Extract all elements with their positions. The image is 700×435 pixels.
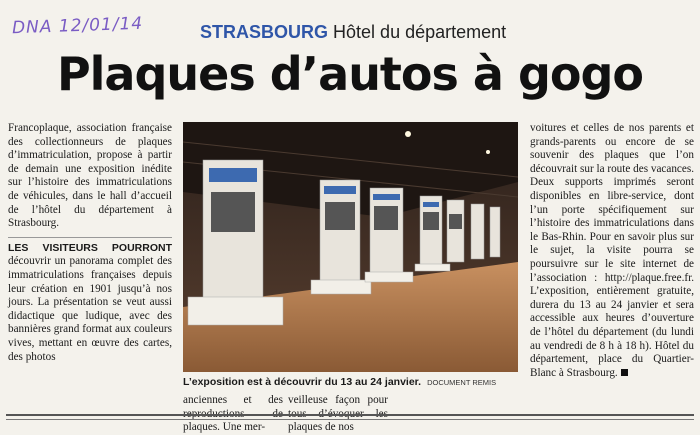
body-text-col1: découvrir un panorama complet des immatriculations françaises depuis leur création en 1901 jusqu’à nos jours. La présentation se veut aussi didactique que ludique, avec des bannières grand format aux couleurs vives, mettant en œuvre des cartes, des photos [8, 255, 172, 363]
column-left [8, 122, 172, 364]
end-of-article-mark [621, 369, 628, 376]
exhibition-photo-illustration [183, 122, 518, 372]
column-right [530, 122, 694, 380]
body-text-below-photo-1: anciennes et des reproductions de plaques. Une mer- [183, 394, 283, 434]
handwritten-date-note: DNA 12/01/14 [11, 13, 144, 39]
bottom-rule-thin [6, 419, 694, 420]
kicker-subtitle: Hôtel du département [333, 22, 507, 42]
paragraph-divider [8, 237, 172, 238]
exhibition-photo [183, 122, 518, 372]
kicker-city: STRASBOURG [200, 22, 329, 42]
article-headline: Plaques d’autos à gogo [56, 47, 644, 101]
photo-credit: DOCUMENT REMIS [427, 378, 497, 387]
body-text-below-photo-2: veilleuse façon pour tous d’évoquer les plaques de nos [288, 394, 388, 434]
photo-caption [183, 376, 518, 388]
caption-text: L’exposition est à découvrir du 13 au 24 janvier. [183, 376, 422, 388]
body-text-col3: voitures et celles de nos parents et grands-parents ou encore de se souvenir des plaques que l’on découvrait sur la route des vacances. Deux supports imprimés seront disponibles en libre-service, dont l’un porte spécifiquement sur l’histoire des immatriculations dans le Bas-Rhin. Pour en savoir plus sur le sujet, la visite pourra se poursuivre sur le site internet de l’association : http://plaque.free.fr. L’exposition, entièrement gratuite, durera du 13 au 24 janvier et sera accessible aux heures d’ouverture de l’hôtel du département (du lundi au vendredi de 8 h à 18 h). Hôtel du département, place du Quartier-Blanc à Strasbourg. [530, 122, 695, 379]
article-kicker [200, 22, 506, 43]
bottom-rule [6, 414, 694, 416]
body-paragraph [8, 242, 172, 364]
lead-in: LES VISITEURS POURRONT [8, 241, 172, 254]
intro-paragraph: Francoplaque, association française des collectionneurs de plaques d’immatriculation, propose à partir de demain une exposition inédite sur l’histoire des immatriculations de véhicules, dans le hall d’accueil de l’hôtel du département à Strasbourg. [8, 122, 172, 230]
